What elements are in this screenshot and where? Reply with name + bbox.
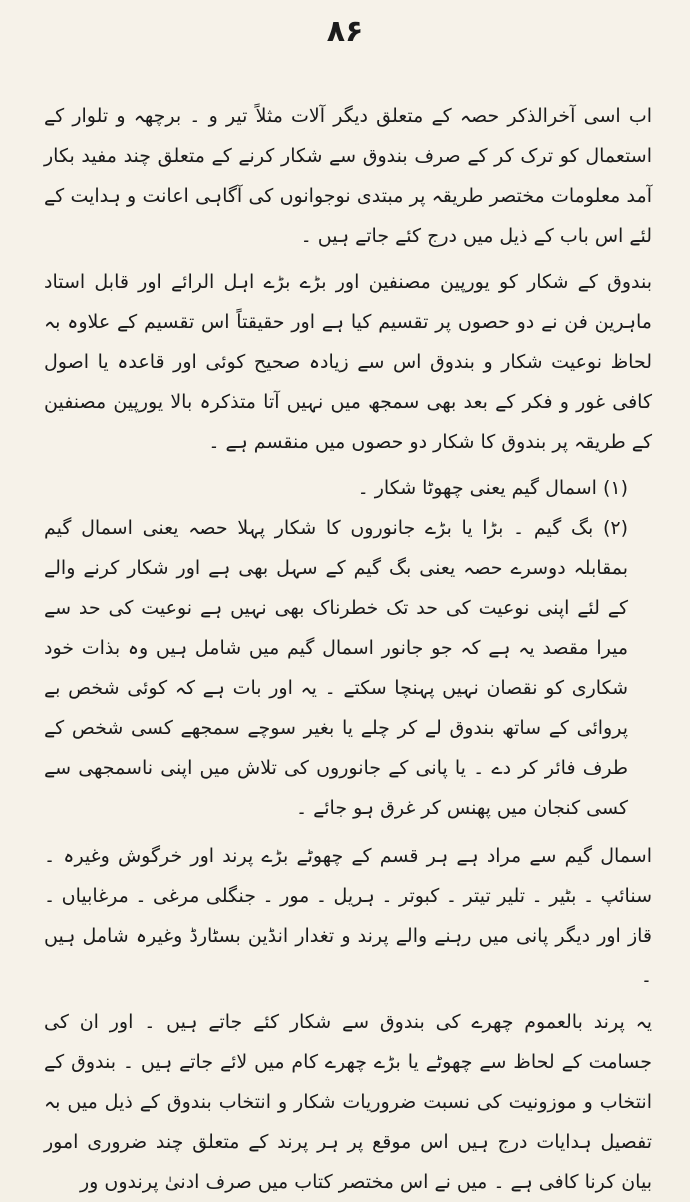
spacer: [44, 828, 652, 836]
page-body: [44, 96, 652, 1193]
paragraph-division: بندوق کے شکار کو یورپین مصنفین اور بڑے بڑے اہل الرائے اور قابل استاد ماہرین فن نے دو حصوں پر تقسیم کیا ہے اور حقیقتاً اس تقسیم کے علاوہ بہ لحاظ نوعیت شکار و بندوق اس سے زیادہ صحیح کوئی اور قاعدہ یا اصول کافی غور و فکر کے بعد بھی سمجھ میں نہیں آتا متذکرہ بالا یورپین مصنفین کے طریقہ پر بندوق کا شکار دو حصوں میں منقسم ہے ۔: [44, 271, 652, 453]
paragraph-intro: اب اسی آخرالذکر حصہ کے متعلق دیگر آلات مثلاً تیر و ۔ برچھہ و تلوار کے استعمال کو ترک کر کے صرف بندوق سے شکار کرنے کے متعلق چند مفید بکار آمد معلومات مختصر طریقہ پر مبتدی نوجوانوں کی آگاہی اعانت و ہدایت کے لئے اس باب کے ذیل میں درج کئے جاتے ہیں ۔: [44, 105, 652, 247]
paragraph-small-game-definition: اسمال گیم سے مراد ہے ہر قسم کے چھوٹے بڑے پرند اور خرگوش وغیرہ ۔ سنائپ ۔ بٹیر ۔ تلیر تیتر ۔ کبوتر ۔ ہریل ۔ مور ۔ جنگلی مرغی ۔ مرغابیاں ۔ قاز اور دیگر پانی میں رہنے والے پرند و تغدار انڈین بسٹارڈ وغیرہ شامل ہیں ۔: [44, 845, 652, 987]
page-number: ۸۶: [326, 14, 364, 49]
list-item-big-game: (۲) بگ گیم ۔ بڑا یا بڑے جانوروں کا شکار پہلا حصہ یعنی اسمال گیم بمقابلہ دوسرے حصہ یعنی بگ گیم کے سہل بھی ہے اور شکار کرنے والے کے لئے اپنی نوعیت کی حد تک خطرناک بھی نہیں ہے نوعیت کی حد سے میرا مقصد یہ ہے کہ جو جانور اسمال گیم میں شامل ہیں وہ بذات خود شکاری کو نقصان نہیں پہنچا سکتے ۔ یہ اور بات ہے کہ کوئی شخص بے پروائی کے ساتھ بندوق لے کر چلے یا بغیر سوچے سمجھے کسی شخص کے طرف فائر کر دے ۔ یا پانی کے جانوروں کی تلاش میں اپنی ناسمجھی سے کسی کنجان میں پھنس کر غرق ہو جائے ۔: [44, 517, 628, 819]
list-item-small-game: (۱) اسمال گیم یعنی چھوٹا شکار ۔: [357, 477, 628, 499]
paragraph-shot-guns: یہ پرند بالعموم چھرے کی بندوق سے شکار کئے جاتے ہیں ۔ اور ان کی جسامت کے لحاظ سے چھوٹے یا بڑے چھرے کام میں لائے جاتے ہیں ۔ بندوق کے انتخاب و موزونیت کی نسبت ضروریات شکار و انتخاب بندوق کے ذیل میں بہ تفصیل ہدایات درج ہیں اس موقع پر ہر پرند کے متعلق چند ضروری امور بیان کرنا کافی ہے ۔ میں نے اس مختصر کتاب میں صرف ادنیٰ پرندوں ور: [44, 1011, 652, 1193]
